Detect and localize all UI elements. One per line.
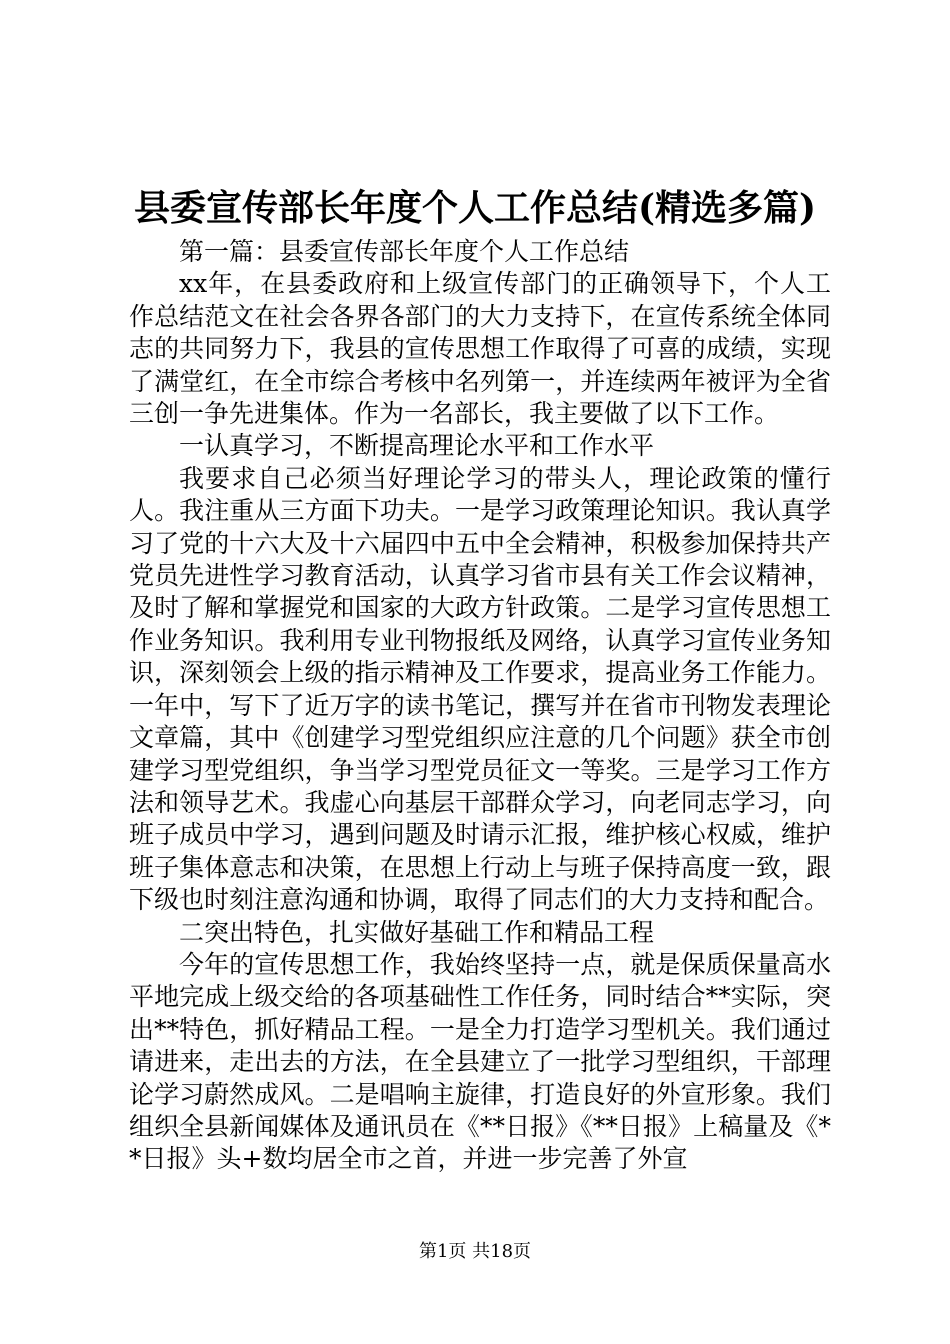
- document-body: [129, 236, 831, 1176]
- document-title: 县委宣传部长年度个人工作总结(精选多篇): [133, 187, 817, 229]
- paragraph-features: 今年的宣传思想工作，我始终坚持一点，就是保质保量高水平地完成上级交给的各项基础性工作任务，同时结合**实际，突出**特色，抓好精品工程。一是全力打造学习型机关。我们通过请进来，走出去的方法，在全县建立了一批学习型组织，干部理论学习蔚然成风。二是唱响主旋律，打造良好的外宣形象。我们组织全县新闻媒体及通讯员在《**日报》《**日报》上稿量及《**日报》头+数均居全市之首，并进一步完善了外宣: [129, 949, 831, 1174]
- paragraph-study: 我要求自己必须当好理论学习的带头人，理论政策的懂行人。我注重从三方面下功夫。一是学习政策理论知识。我认真学习了党的十六大及十六届四中五中全会精神，积极参加保持共产党员先进性学习教育活动，认真学习省市县有关工作会议精神，及时了解和掌握党和国家的大政方针政策。二是学习宣传思想工作业务知识。我利用专业刊物报纸及网络，认真学习宣传业务知识，深刻领会上级的指示精神及工作要求，提高业务工作能力。一年中，写下了近万字的读书笔记，撰写并在省市刊物发表理论文章篇，其中《创建学习型党组织应注意的几个问题》获全市创建学习型党组织，争当学习型党员征文一等奖。三是学习工作方法和领导艺术。我虚心向基层干部群众学习，向老同志学习，向班子成员中学习，遇到问题及时请示汇报，维护核心权威，维护班子集体意志和决策，在思想上行动上与班子保持高度一致，跟下级也时刻注意沟通和协调，取得了同志们的大力支持和配合。: [129, 463, 831, 915]
- section-heading-part-one: 第一篇：县委宣传部长年度个人工作总结: [179, 237, 630, 266]
- page-number-footer: 第1页 共18页: [418, 1241, 532, 1262]
- section-heading-study: 一认真学习，不断提高理论水平和工作水平: [179, 431, 655, 461]
- section-heading-features: 二突出特色，扎实做好基础工作和精品工程: [179, 917, 655, 947]
- paragraph-intro: xx年，在县委政府和上级宣传部门的正确领导下，个人工作总结范文在社会各界各部门的大力支持下，在宣传系统全体同志的共同努力下，我县的宣传思想工作取得了可喜的成绩，实现了满堂红，在全市综合考核中名列第一，并连续两年被评为全省三创一争先进集体。作为一名部长，我主要做了以下工作。: [129, 269, 831, 429]
